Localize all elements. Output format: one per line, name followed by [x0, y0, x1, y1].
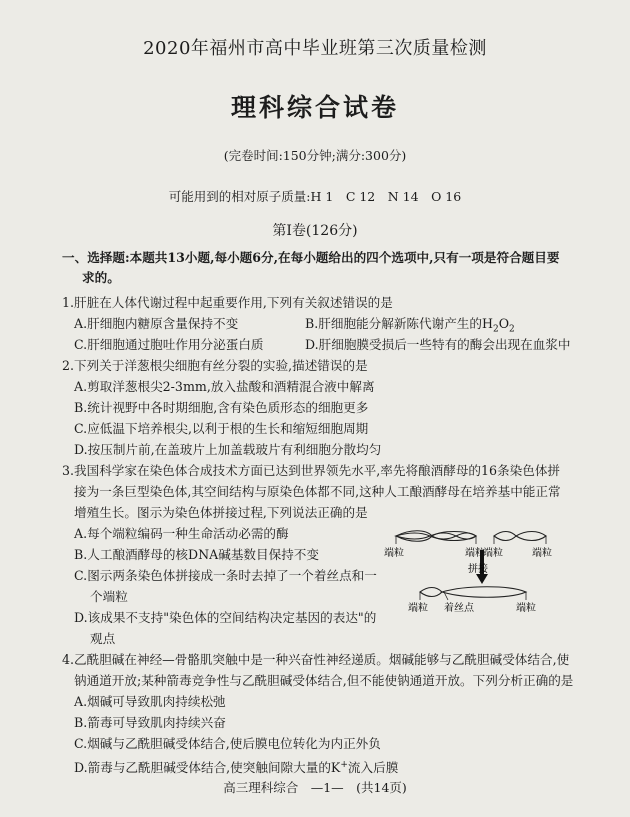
instructions-line-1: 一、选择题:本题共13小题,每小题6分,在每小题给出的四个选项中,只有一项是符合题目要 [62, 250, 560, 265]
telomere-label-1: 端粒 [384, 548, 404, 559]
q2-option-a: A.剪取洋葱根尖2-3mm,放入盐酸和酒精混合液中解离 [74, 379, 375, 394]
q1-option-b: B.肝细胞能分解新陈代谢产生的$H_2O_2$ [305, 316, 515, 335]
exam-info: (完卷时间:150分钟;满分:300分) [223, 148, 407, 163]
q4-option-b: B.箭毒可导致肌肉持续兴奋 [74, 715, 226, 730]
telomere-label-5: 端粒 [408, 603, 428, 614]
q3-option-a: A.每个端粒编码一种生命活动必需的酶 [74, 526, 289, 541]
telomere-label-6: 端粒 [516, 603, 536, 614]
q3-stem-line-2: 接为一条巨型染色体,其空间结构与原染色体都不同,这种人工酿酒酵母在培养基中能正常 [74, 484, 561, 499]
subject-title: 理科综合试卷 [230, 93, 399, 122]
chromosome-1 [396, 531, 476, 544]
q4-stem-line-2: 钠通道开放;某种箭毒竞争性与乙酰胆碱受体结合,但不能使钠通道开放。下列分析正确的是 [74, 673, 574, 688]
q3-option-b: B.人工酿酒酵母的核DNA碱基数目保持不变 [74, 547, 319, 562]
telomere-label-4: 端粒 [532, 548, 552, 559]
telomere-label-2: 端粒 [465, 548, 485, 559]
q2-option-c: C.应低温下培养根尖,以利于根的生长和缩短细胞周期 [74, 421, 369, 436]
q4-option-a: A.烟碱可导致肌肉持续松弛 [74, 694, 226, 709]
exam-title: 2020年福州市高中毕业班第三次质量检测 [143, 38, 487, 59]
page-footer: 高三理科综合 —1— (共14页) [223, 780, 407, 795]
q2-stem: 2.下列关于洋葱根尖细胞有丝分裂的实验,描述错误的是 [62, 358, 368, 373]
merged-chromosome [420, 587, 526, 600]
chromosome-splice-figure [370, 524, 570, 624]
q3-stem-line-3: 增殖生长。图示为染色体拼接过程,下列说法正确的是 [74, 505, 368, 520]
q1-option-d: D.肝细胞膜受损后一些特有的酶会出现在血浆中 [305, 337, 571, 352]
q1-option-c: C.肝细胞通过胞吐作用分泌蛋白质 [74, 337, 264, 352]
telomere-label-3: 端粒 [483, 548, 503, 559]
q4-option-c: C.烟碱与乙酰胆碱受体结合,使后膜电位转化为内正外负 [74, 736, 381, 751]
centromere-label: 着丝点 [444, 603, 474, 614]
q1-stem: 1.肝脏在人体代谢过程中起重要作用,下列有关叙述错误的是 [62, 295, 393, 310]
splice-label: 拼接 [468, 564, 488, 575]
q4-option-d: D.箭毒与乙酰胆碱受体结合,使突触间隙大量的K+流入后膜 [74, 760, 399, 776]
instructions-line-2: 求的。 [82, 270, 120, 285]
q2-option-b: B.统计视野中各时期细胞,含有染色质形态的细胞更多 [74, 400, 369, 415]
section-heading: 第Ⅰ卷(126分) [272, 223, 358, 239]
q1-option-a: A.肝细胞内糖原含量保持不变 [74, 316, 239, 331]
q3-option-d-line-2: 观点 [90, 631, 116, 646]
q3-option-c-line-1: C.图示两条染色体拼接成一条时去掉了一个着丝点和一 [74, 568, 377, 583]
chromosome-2 [494, 532, 546, 545]
q4-stem-line-1: 4.乙酰胆碱在神经—骨骼肌突触中是一种兴奋性神经递质。烟碱能够与乙酰胆碱受体结合,使 [62, 652, 570, 667]
q2-option-d: D.按压制片前,在盖玻片上加盖载玻片有利细胞分散均匀 [74, 442, 382, 457]
q3-stem-line-1: 3.我国科学家在染色体合成技术方面已达到世界领先水平,率先将酿酒酵母的16条染色体拼 [62, 463, 561, 478]
atomic-mass-note: 可能用到的相对原子质量:H 1 C 12 N 14 O 16 [168, 189, 462, 204]
q3-option-d-line-1: D.该成果不支持"染色体的空间结构决定基因的表达"的 [74, 610, 377, 625]
q3-option-c-line-2: 个端粒 [90, 589, 128, 604]
